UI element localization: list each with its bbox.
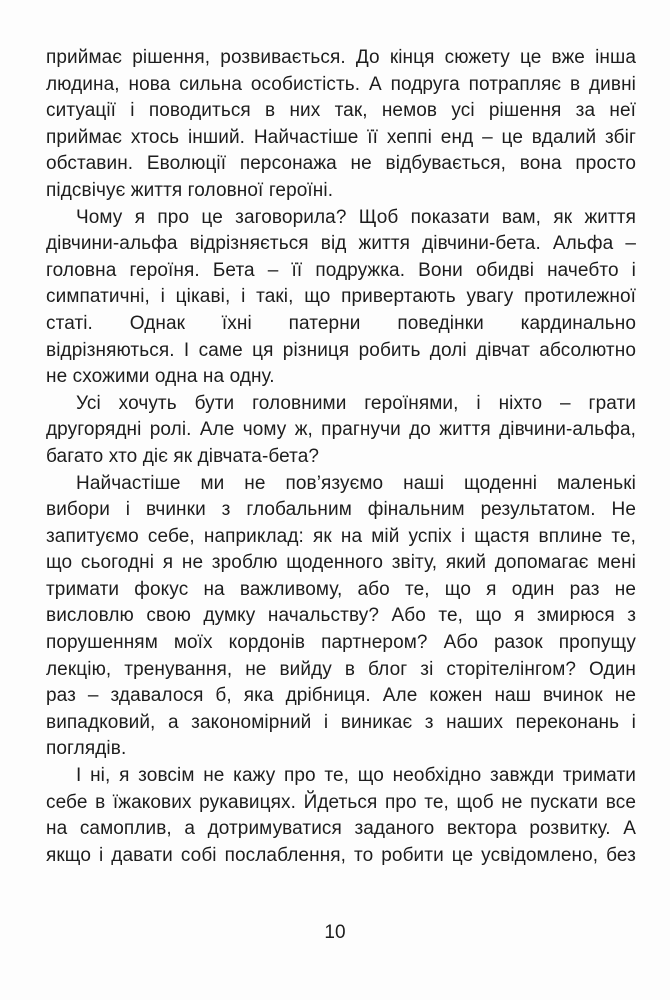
text-line: ситуації і поводиться в них так, немов усі рішення за неї <box>46 100 636 122</box>
text-line: лекцію, тренування, не вийду в блог зі сторітелінгом? Один <box>46 658 636 680</box>
text-line: Усі хочуть бути головними героїнями, і ніхто – грати <box>76 392 636 414</box>
text-line: себе в їжакових рукавицях. Йдеться про те, щоб не пускати все <box>46 791 636 813</box>
text-line: вибори і вчинки з глобальним фінальним результатом. Не <box>46 499 636 521</box>
text-line: другорядні ролі. Але чому ж, прагнучи до життя дівчини-альфа, <box>46 419 636 441</box>
text-line: Найчастіше ми не пов’язуємо наші щоденні маленькі <box>76 472 636 494</box>
text-line: приймає рішення, розвивається. До кінця сюжету це вже інша <box>46 47 636 68</box>
text-line: дівчини-альфа відрізняється від життя дівчини-бета. Альфа – <box>46 233 636 255</box>
text-line: відрізняються. І саме ця різниця робить долі дівчат абсолютно <box>46 339 636 361</box>
page-number: 10 <box>324 922 346 943</box>
text-line: запитуємо себе, наприклад: як на мій успіх і щастя вплине те, <box>46 525 636 547</box>
text-line: статі. Однак їхні патерни поведінки кардинально <box>46 312 636 334</box>
text-line: І ні, я зовсім не кажу про те, що необхідно завжди тримати <box>76 765 636 787</box>
text-line: Чому я про це заговорила? Щоб показати вам, як життя <box>76 206 636 228</box>
text-line: людина, нова сильна особистість. А подруга потрапляє в дивні <box>46 73 636 95</box>
text-line: тримати фокус на важливому, або те, що я один раз не <box>46 578 636 600</box>
text-block <box>46 45 636 869</box>
text-line: не схожими одна на одну. <box>46 366 275 388</box>
text-line: висловлю свою думку начальству? Або те, що я змирюся з <box>46 605 636 627</box>
text-line: приймає хтось інший. Найчастіше її хеппі енд – це вдалий збіг <box>46 126 636 148</box>
text-line: симпатичні, і цікаві, і такі, що привертають увагу протилежної <box>46 286 636 308</box>
text-line: обставин. Еволюції персонажа не відбувається, вона просто <box>46 153 636 175</box>
text-line: на самоплив, а дотримуватися заданого вектора розвитку. А <box>46 818 636 840</box>
text-line: якщо і давати собі послаблення, то робити це усвідомлено, без <box>46 844 636 866</box>
text-line: поглядів. <box>46 738 127 760</box>
text-line: багато хто діє як дівчата-бета? <box>46 445 320 467</box>
text-line: порушенням моїх кордонів партнером? Або разок пропущу <box>46 632 636 654</box>
text-line: що сьогодні я не зроблю щоденного звіту, який допомагає мені <box>46 552 636 574</box>
text-line: підсвічує життя головної героїні. <box>46 179 334 201</box>
text-line: головна героїня. Бета – її подружка. Вони обидві начебто і <box>46 259 636 281</box>
text-line: випадковий, а закономірний і виникає з наших переконань і <box>46 711 636 733</box>
text-line: раз – здавалося б, яка дрібниця. Але кожен наш вчинок не <box>46 685 636 707</box>
